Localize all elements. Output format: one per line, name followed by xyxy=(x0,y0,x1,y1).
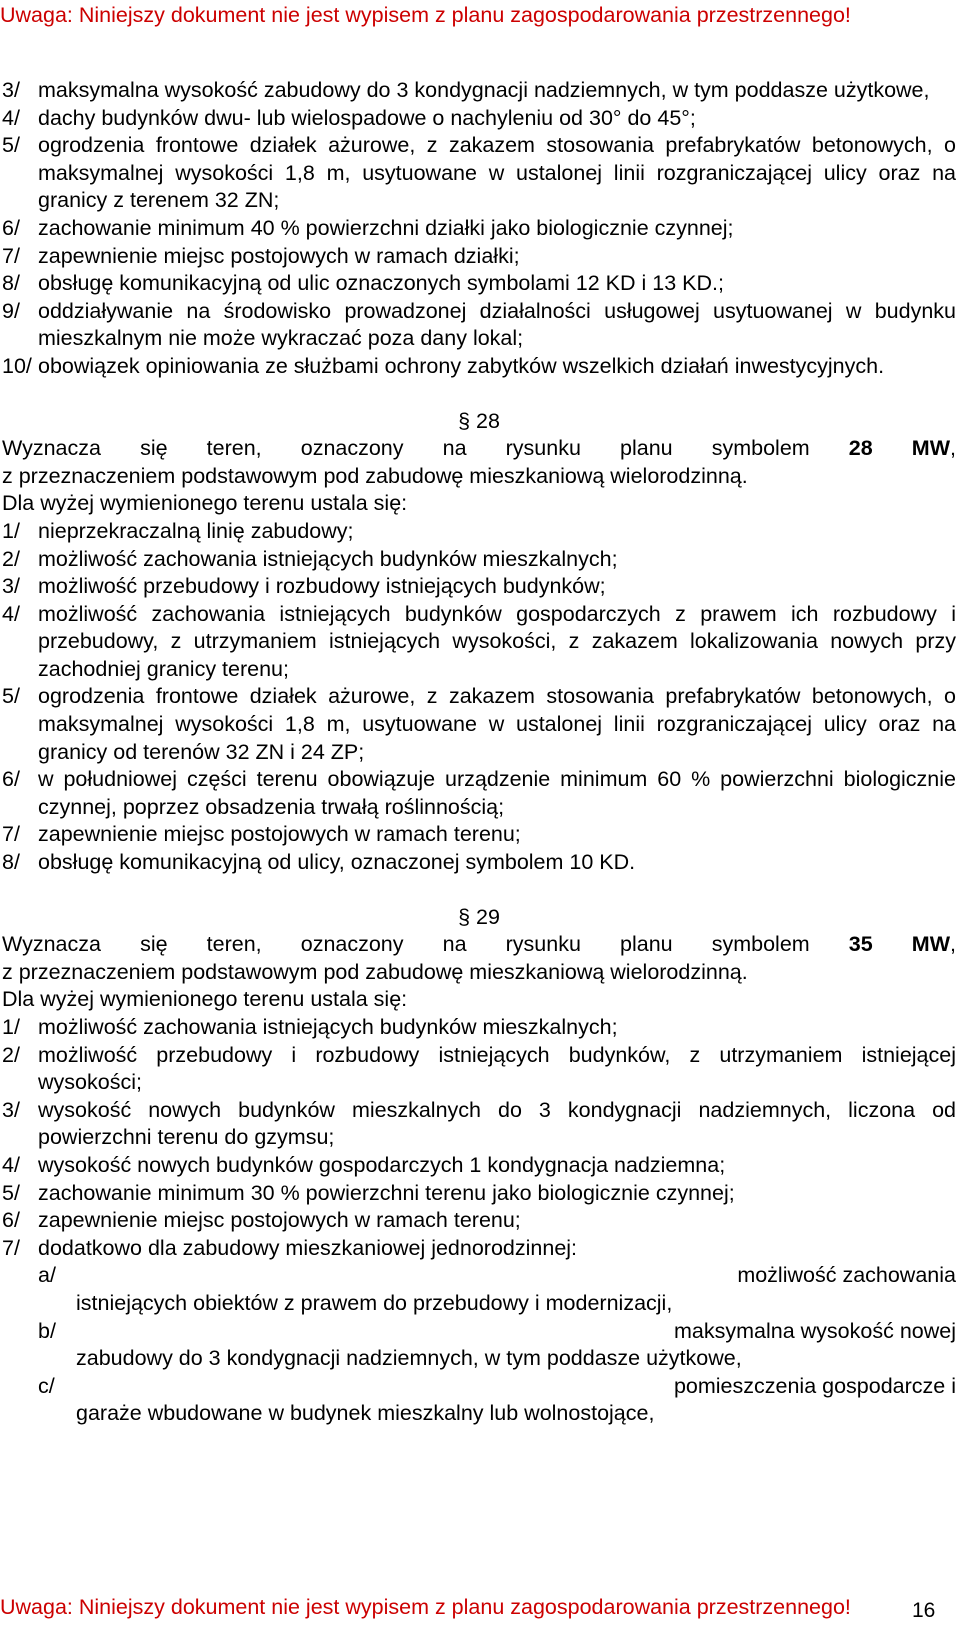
sub-item-letter: c/ xyxy=(38,1373,55,1398)
item-text: oddziaływanie na środowisko prowadzonej działalności usługowej usytuowanej w budynku mieszkalnym nie może wykraczać poza dany lokal; xyxy=(38,298,956,351)
item-text: dachy budynków dwu- lub wielospadowe o nachyleniu od 30° do 45°; xyxy=(38,105,696,130)
item-number: 3/ xyxy=(2,1097,20,1122)
list-item xyxy=(2,105,956,133)
item-text: możliwość przebudowy i rozbudowy istniejących budynków; xyxy=(38,574,606,599)
section-29-item-list xyxy=(2,1014,956,1262)
list-item xyxy=(2,573,956,601)
item-text: zapewnienie miejsc postojowych w ramach terenu; xyxy=(38,1208,521,1233)
list-item xyxy=(2,849,956,877)
item-text: obsługę komunikacyjną od ulic oznaczonych symbolami 12 KD i 13 KD.; xyxy=(38,271,724,296)
item-text: wysokość nowych budynków mieszkalnych do 3 kondygnacji nadziemnych, liczona od powierzchni terenu do gzymsu; xyxy=(38,1097,956,1150)
footer-warning: Uwaga: Niniejszy dokument nie jest wypisem z planu zagospodarowania przestrzennego! xyxy=(0,1595,851,1619)
item-text: obsługę komunikacyjną od ulicy, oznaczonej symbolem 10 KD. xyxy=(38,850,636,875)
top-item-list xyxy=(2,77,956,381)
sub-item-text xyxy=(76,1373,956,1428)
list-item xyxy=(2,215,956,243)
section-28-item-list xyxy=(2,518,956,877)
item-number: 4/ xyxy=(2,1152,20,1177)
section-28-intro-line2: z przeznaczeniem podstawowym pod zabudowę mieszkaniową wielorodzinną. xyxy=(2,463,748,488)
list-item xyxy=(2,298,956,353)
list-item xyxy=(2,601,956,684)
sub-item-letter: a/ xyxy=(38,1263,56,1288)
item-number: 7/ xyxy=(2,822,20,847)
item-number: 6/ xyxy=(2,1208,20,1233)
list-item xyxy=(2,683,956,766)
item-number: 2/ xyxy=(2,546,20,571)
item-text: nieprzekraczalną linię zabudowy; xyxy=(38,518,354,543)
section-29-intro-line2: z przeznaczeniem podstawowym pod zabudowę mieszkaniową wielorodzinną. xyxy=(2,959,748,984)
list-item xyxy=(2,1014,956,1042)
sub-list-item xyxy=(2,1373,956,1428)
section-28-intro xyxy=(2,435,956,463)
item-number: 5/ xyxy=(2,1180,20,1205)
item-number: 1/ xyxy=(2,1015,20,1039)
item-number: 5/ xyxy=(2,133,20,158)
item-text: zachowanie minimum 40 % powierzchni działki jako biologicznie czynnej; xyxy=(38,215,734,240)
list-item xyxy=(2,518,956,546)
item-text: obowiązek opiniowania ze służbami ochrony zabytków wszelkich działań inwestycyjnych. xyxy=(38,353,885,378)
item-number: 8/ xyxy=(2,271,20,296)
list-item xyxy=(2,821,956,849)
item-text: ogrodzenia frontowe działek ażurowe, z zakazem stosowania prefabrykatów betonowych, o maksymalnej wysokości 1,8 m, usytuowane w ustalonej linii rozgraniczającej ulicy oraz na granicy z terenem 32 ZN; xyxy=(38,133,956,213)
item-number: 3/ xyxy=(2,78,20,102)
sub-item-first-line: pomieszczenia gospodarcze i xyxy=(673,1373,956,1398)
item-number: 5/ xyxy=(2,684,20,709)
item-number: 4/ xyxy=(2,601,20,626)
intro-punct: , xyxy=(950,436,956,461)
list-item xyxy=(2,546,956,574)
sub-item-rest: istniejących obiektów z prawem do przebudowy i modernizacji, xyxy=(76,1290,673,1315)
list-item xyxy=(2,1042,956,1097)
item-number: 7/ xyxy=(2,243,20,268)
list-item xyxy=(2,1097,956,1152)
list-item xyxy=(2,1152,956,1180)
item-text: zachowanie minimum 30 % powierzchni terenu jako biologicznie czynnej; xyxy=(38,1180,735,1205)
item-number: 1/ xyxy=(2,518,20,543)
item-text: możliwość zachowania istniejących budynków mieszkalnych; xyxy=(38,1015,618,1039)
section-28-lead: Dla wyżej wymienionego terenu ustala się: xyxy=(2,491,408,516)
sub-item-first-line: możliwość zachowania xyxy=(737,1263,956,1288)
sub-item-letter: b/ xyxy=(38,1318,56,1343)
list-item xyxy=(2,243,956,271)
list-item xyxy=(2,353,956,381)
intro-punct: , xyxy=(950,932,956,957)
section-29-intro xyxy=(2,931,956,959)
item-number: 9/ xyxy=(2,298,20,323)
section-29-heading: § 29 xyxy=(458,904,500,929)
item-number: 6/ xyxy=(2,215,20,240)
sub-list-item xyxy=(2,1262,956,1317)
section-29-subitem-list xyxy=(2,1262,956,1428)
item-number: 2/ xyxy=(2,1042,20,1067)
item-number: 10/ xyxy=(2,353,32,378)
item-text: zapewnienie miejsc postojowych w ramach terenu; xyxy=(38,822,521,847)
item-text: możliwość zachowania istniejących budynków mieszkalnych; xyxy=(38,546,618,571)
list-item xyxy=(2,132,956,215)
item-text: możliwość zachowania istniejących budynków gospodarczych z prawem ich rozbudowy i przebudowy, z utrzymaniem istniejących wysokości, z zakazem lokalizowania nowych przy zachodniej granicy terenu; xyxy=(38,601,956,681)
intro-text: Wyznacza się teren, oznaczony na rysunku planu symbolem xyxy=(2,436,810,461)
intro-text: Wyznacza się teren, oznaczony na rysunku planu symbolem xyxy=(2,932,810,957)
sub-item-text xyxy=(76,1318,956,1373)
page-number: 16 xyxy=(912,1599,936,1622)
item-text: w południowej części terenu obowiązuje urządzenie minimum 60 % powierzchni biologicznie czynnej, poprzez obsadzenia trwałą roślinnością; xyxy=(38,767,956,819)
list-item xyxy=(2,77,956,105)
item-number: 6/ xyxy=(2,767,20,792)
item-number: 8/ xyxy=(2,850,20,875)
area-symbol: 28 MW xyxy=(848,436,951,461)
item-text: zapewnienie miejsc postojowych w ramach działki; xyxy=(38,243,520,268)
list-item xyxy=(2,1235,956,1263)
section-29-lead: Dla wyżej wymienionego terenu ustala się: xyxy=(2,987,408,1012)
item-number: 3/ xyxy=(2,574,20,599)
item-text: maksymalna wysokość zabudowy do 3 kondygnacji nadziemnych, w tym poddasze użytkowe, xyxy=(38,78,930,102)
item-text: możliwość przebudowy i rozbudowy istniejących budynków, z utrzymaniem istniejącej wysokości; xyxy=(38,1042,956,1095)
list-item xyxy=(2,1207,956,1235)
document-body xyxy=(2,77,956,1428)
sub-item-rest: zabudowy do 3 kondygnacji nadziemnych, w tym poddasze użytkowe, xyxy=(76,1346,742,1371)
item-text: dodatkowo dla zabudowy mieszkaniowej jednorodzinnej: xyxy=(38,1235,578,1260)
list-item xyxy=(2,1180,956,1208)
list-item xyxy=(2,766,956,821)
item-text: ogrodzenia frontowe działek ażurowe, z zakazem stosowania prefabrykatów betonowych, o maksymalnej wysokości 1,8 m, usytuowane w ustalonej linii rozgraniczającej ulicy oraz na granicy od terenów 32 ZN i 24 ZP; xyxy=(38,684,956,764)
sub-list-item xyxy=(2,1318,956,1373)
sub-item-rest: garaże wbudowane w budynek mieszkalny lub wolnostojące, xyxy=(76,1401,655,1426)
sub-item-text xyxy=(76,1262,956,1317)
area-symbol: 35 MW xyxy=(848,932,951,957)
item-number: 7/ xyxy=(2,1235,20,1260)
item-number: 4/ xyxy=(2,105,20,130)
section-28-heading: § 28 xyxy=(458,408,500,433)
list-item xyxy=(2,270,956,298)
header-warning: Uwaga: Niniejszy dokument nie jest wypisem z planu zagospodarowania przestrzennego! xyxy=(0,3,851,27)
sub-item-first-line: maksymalna wysokość nowej xyxy=(674,1318,956,1343)
item-text: wysokość nowych budynków gospodarczych 1 kondygnacja nadziemna; xyxy=(38,1152,726,1177)
